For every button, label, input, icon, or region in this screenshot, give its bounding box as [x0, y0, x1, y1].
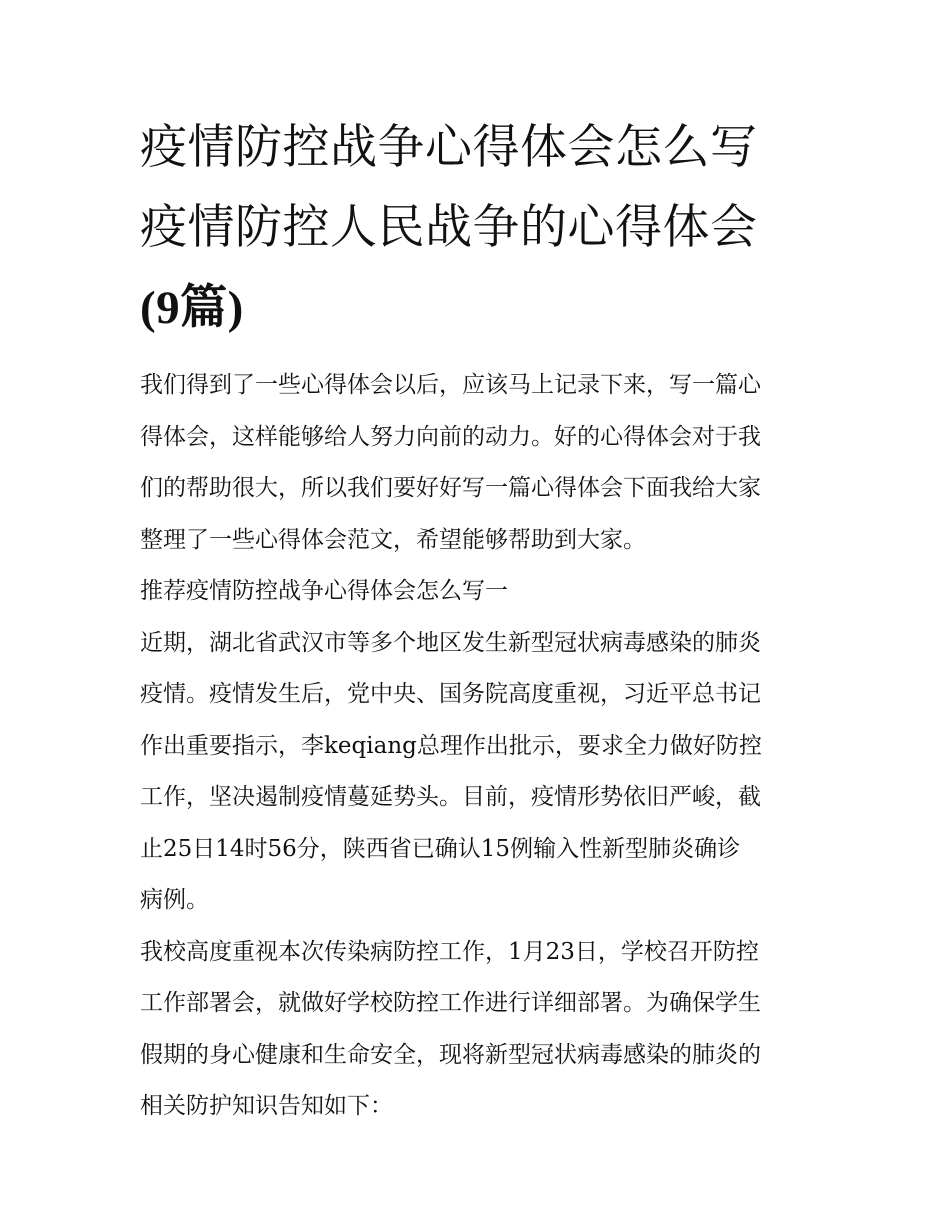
text-line: 假期的身心健康和生命安全，现将新型冠状病毒感染的肺炎的	[140, 1041, 761, 1068]
title-line-1: 疫情防控战争心得体会怎么写	[140, 120, 758, 175]
text-line: 病例。	[140, 887, 209, 913]
text-line: 们的帮助很大，所以我们要好好写一篇心得体会下面我给大家	[140, 475, 761, 501]
text-line: 相关防护知识告知如下：	[140, 1093, 393, 1119]
paragraph-school	[140, 927, 812, 1133]
text-line: 疫情。疫情发生后，党中央、国务院高度重视，习近平总书记	[140, 681, 761, 707]
text-line: 止25日14时56分，陕西省已确认15例输入性新型肺炎确诊	[140, 835, 741, 862]
paragraph-outbreak	[140, 618, 812, 927]
section-heading	[140, 566, 812, 618]
text-line: 我们得到了一些心得体会以后，应该马上记录下来，写一篇心	[140, 372, 761, 398]
text-line: 工作部署会，就做好学校防控工作进行详细部署。为确保学生	[140, 990, 761, 1016]
text-line: 推荐疫情防控战争心得体会怎么写一	[140, 578, 508, 604]
paragraph-intro	[140, 360, 812, 566]
text-line: 整理了一些心得体会范文，希望能够帮助到大家。	[140, 526, 646, 553]
title-line-3: (9篇)	[140, 282, 244, 334]
document-title	[140, 108, 812, 348]
text-line: 得体会，这样能够给人努力向前的动力。好的心得体会对于我	[140, 423, 761, 450]
text-line: 近期，湖北省武汉市等多个地区发生新型冠状病毒感染的肺炎	[140, 629, 761, 656]
document-page	[140, 108, 812, 1133]
text-line: 作出重要指示，李keqiang总理作出批示，要求全力做好防控	[140, 732, 762, 759]
title-line-2: 疫情防控人民战争的心得体会	[140, 200, 758, 255]
text-line: 我校高度重视本次传染病防控工作，1月23日，学校召开防控	[140, 938, 759, 965]
text-line: 工作，坚决遏制疫情蔓延势头。目前，疫情形势依旧严峻，截	[140, 784, 761, 810]
document-body	[140, 360, 812, 1133]
